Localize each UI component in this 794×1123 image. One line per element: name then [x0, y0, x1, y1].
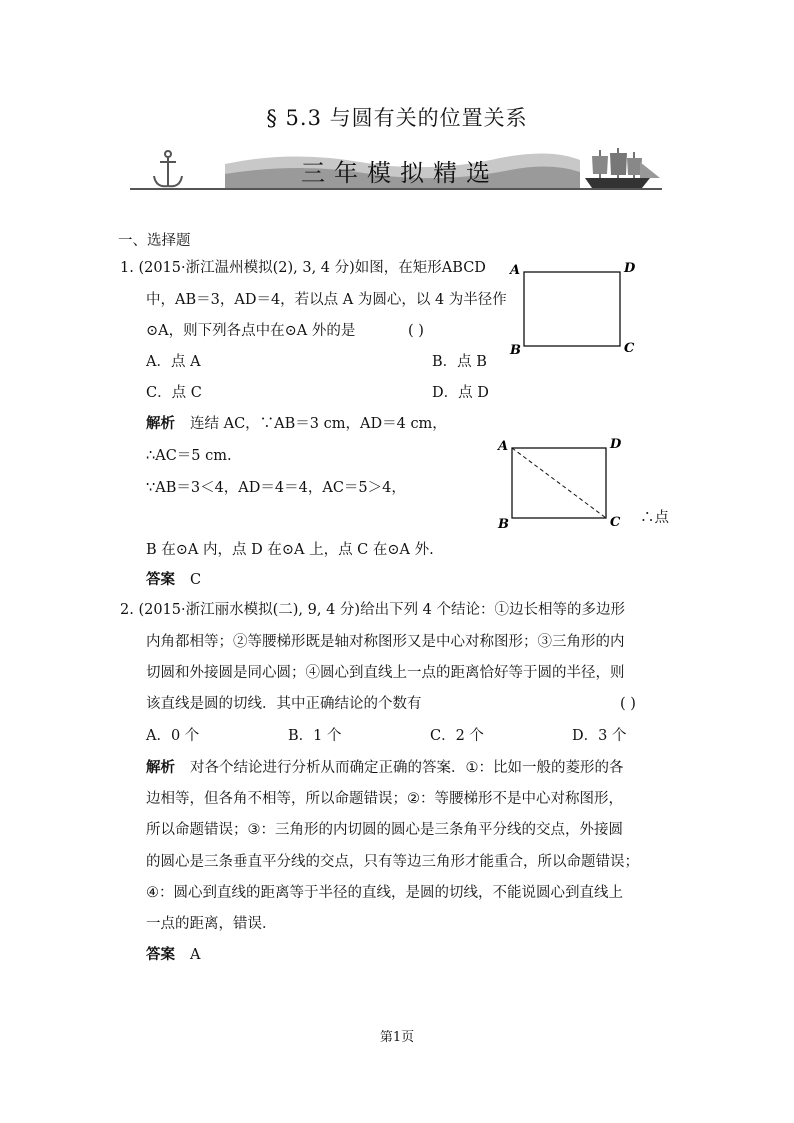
q2-option-a: A．0 个 — [146, 728, 200, 744]
q2-analysis-line-6: 一点的距离，错误． — [146, 916, 277, 932]
q1-answer-label: 答案 — [146, 572, 175, 588]
q1-analysis-line-3: ∵AB＝3＜4，AD＝4＝4，AC＝5＞4， — [146, 480, 406, 496]
q1-analysis-line-1: 连结 AC，∵AB＝3 cm，AD＝4 cm， — [190, 416, 447, 432]
section-heading: 一、选择题 — [118, 233, 191, 249]
q2-line-3: 切圆和外接圆是同心圆；④圆心到直线上一点的距离恰好等于圆的半径，则 — [146, 665, 625, 681]
q2-analysis-line-4: 的圆心是三条垂直平分线的交点，只有等边三角形才能重合，所以命题错误； — [146, 854, 639, 870]
fig1-label-a: A — [510, 263, 521, 278]
q2-line-1: 2. (2015·浙江丽水模拟(二), 9, 4 分)给出下列 4 个结论：①边长相等的多边形 — [120, 602, 626, 618]
page-title: § 5.3 与圆有关的位置关系 — [266, 106, 528, 130]
q1-option-d: D．点 D — [432, 385, 489, 401]
q1-paren: ( ) — [408, 323, 424, 339]
q1-option-c: C．点 C — [146, 385, 202, 401]
fig1-label-c: C — [624, 341, 635, 356]
q1-analysis-line-3b: ∴点 — [640, 510, 669, 526]
q2-answer: A — [190, 947, 201, 963]
fig2-label-b: B — [498, 517, 509, 532]
q1-answer: C — [190, 572, 202, 588]
fig1-label-b: B — [510, 343, 521, 358]
q2-option-b: B．1 个 — [288, 728, 342, 744]
q2-paren: ( ) — [620, 696, 636, 712]
q2-analysis-line-5: ④：圆心到直线的距离等于半径的直线，是圆的切线，不能说圆心到直线上 — [146, 885, 623, 901]
q1-option-a: A．点 A — [146, 354, 201, 370]
q2-analysis-label: 解析 — [146, 760, 175, 776]
q2-line-4: 该直线是圆的切线．其中正确结论的个数有 — [146, 696, 422, 712]
fig1-label-d: D — [624, 261, 636, 276]
q2-analysis-line-3: 所以命题错误；③：三角形的内切圆的圆心是三条角平分线的交点，外接圆 — [146, 822, 623, 838]
q2-option-c: C．2 个 — [430, 728, 484, 744]
banner-title: 三年模拟精选 — [301, 159, 499, 187]
q1-line-3: ⊙A，则下列各点中在⊙A 外的是 — [146, 323, 356, 339]
q1-option-b: B．点 B — [432, 354, 487, 370]
fig2-label-d: D — [610, 437, 622, 452]
q2-analysis-line-2: 边相等，但各角不相等，所以命题错误；②：等腰梯形不是中心对称图形， — [146, 791, 623, 807]
q2-option-d: D．3 个 — [572, 728, 627, 744]
q1-analysis-line-2: ∴AC＝5 cm. — [146, 448, 232, 464]
q1-line-1: 1. (2015·浙江温州模拟(2), 3, 4 分)如图，在矩形ABCD — [120, 260, 486, 276]
fig2-label-c: C — [610, 515, 621, 530]
q2-answer-label: 答案 — [146, 947, 175, 963]
q1-figure-rectangle — [508, 258, 643, 358]
q2-line-2: 内角都相等；②等腰梯形既是轴对称图形又是中心对称图形；③三角形的内 — [146, 634, 625, 650]
anchor-icon — [154, 151, 182, 186]
page-number: 第1页 — [379, 1030, 415, 1045]
q1-analysis-label: 解析 — [146, 416, 175, 432]
q1-line-2: 中，AB＝3，AD＝4，若以点 A 为圆心，以 4 为半径作 — [146, 292, 507, 308]
q2-analysis-line-1: 对各个结论进行分析从而确定正确的答案．①：比如一般的菱形的各 — [190, 760, 624, 776]
fig2-label-a: A — [498, 439, 509, 454]
q1-figure-rectangle-diagonal — [494, 432, 629, 532]
q1-analysis-line-4: B 在⊙A 内，点 D 在⊙A 上，点 C 在⊙A 外. — [146, 542, 434, 558]
ship-icon — [585, 148, 660, 188]
